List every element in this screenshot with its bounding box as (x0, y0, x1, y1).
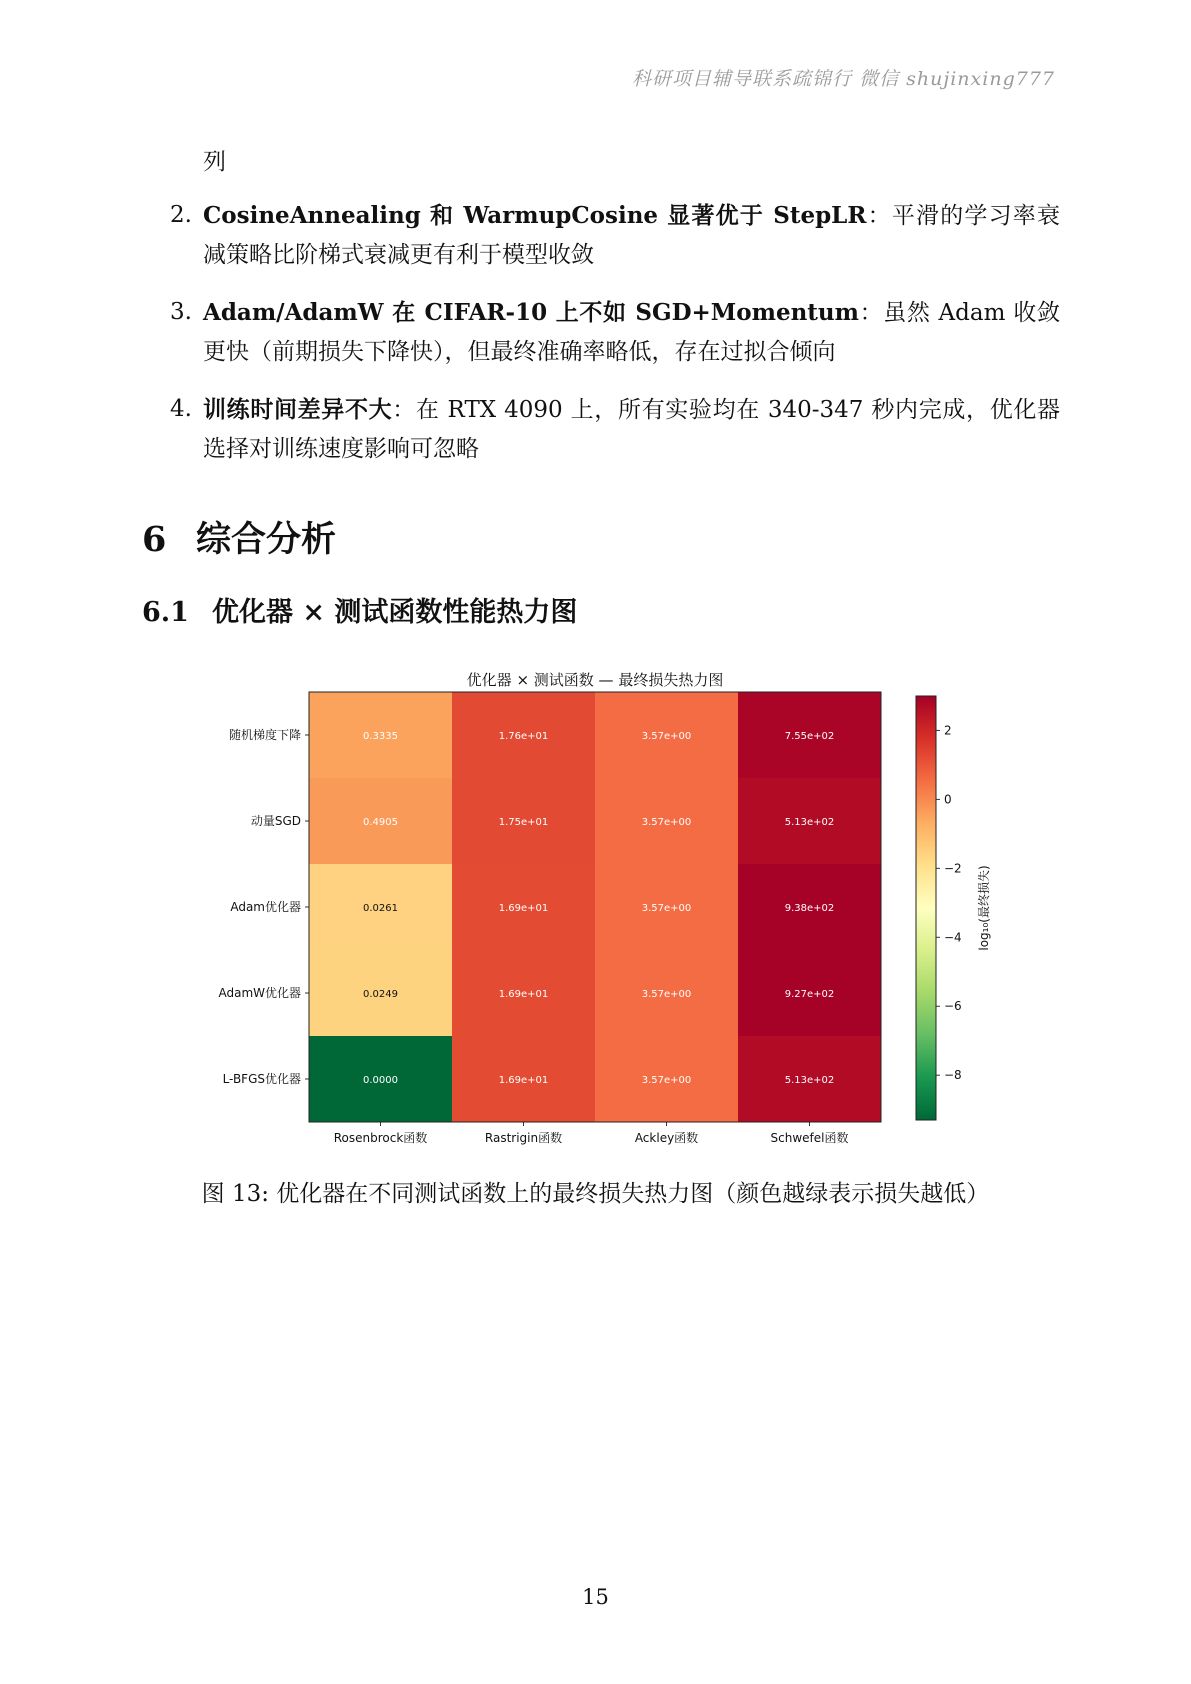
page-header-watermark: 科研项目辅导联系疏锦行 微信 shujinxing777 (632, 68, 1055, 90)
cell-value-label: 0.0261 (363, 903, 398, 914)
colorbar-tick-label: 2 (944, 723, 952, 738)
cell-value-label: 7.55e+02 (784, 731, 835, 742)
y-tick-label: Adam优化器 (230, 900, 301, 914)
cell-value-label: 0.4905 (363, 817, 398, 828)
x-tick-label: Rosenbrock函数 (333, 1131, 428, 1145)
chart-title: 优化器 × 测试函数 — 最终损失热力图 (466, 671, 724, 689)
list-number: 3. (170, 299, 192, 325)
heatmap-figure (0, 660, 1191, 1164)
list-item-bold: Adam/AdamW 在 CIFAR-10 上不如 SGD+Momentum (203, 299, 859, 326)
cell-value-label: 3.57e+00 (641, 817, 692, 828)
cell-value-label: 0.0000 (363, 1075, 398, 1086)
cell-value-label: 1.69e+01 (498, 1075, 549, 1086)
findings-list (170, 196, 1060, 487)
y-tick-label: 随机梯度下降 (228, 728, 301, 742)
colorbar (916, 696, 936, 1120)
y-tick-label: L-BFGS优化器 (222, 1072, 301, 1086)
cell-value-label: 3.57e+00 (641, 903, 692, 914)
cell-value-label: 1.69e+01 (498, 903, 549, 914)
colorbar-tick-label: −2 (944, 861, 962, 876)
colorbar-tick-label: −8 (944, 1068, 962, 1083)
cell-value-label: 1.76e+01 (498, 731, 549, 742)
list-number: 4. (170, 396, 192, 422)
colorbar-label: log₁₀(最终损失) (977, 865, 991, 951)
colorbar-tick-label: −4 (944, 930, 962, 945)
y-tick-label: 动量SGD (250, 814, 301, 828)
subsection-number: 6.1 (142, 597, 189, 628)
section-heading (142, 512, 336, 562)
cell-value-label: 5.13e+02 (784, 817, 835, 828)
page-number: 15 (582, 1585, 609, 1609)
x-tick-label: Rastrigin函数 (484, 1131, 563, 1145)
continued-text: 列 (203, 149, 226, 175)
list-item (170, 390, 1060, 469)
cell-value-label: 9.38e+02 (784, 903, 835, 914)
colorbar-tick-label: 0 (944, 792, 952, 807)
cell-value-label: 0.0249 (363, 989, 398, 1000)
subsection-heading (142, 590, 577, 629)
list-item-text: ：平滑的学习率衰减策略比阶梯式衰减更有利于模型收敛 (203, 203, 1060, 268)
section-number: 6 (142, 519, 167, 560)
cell-value-label: 3.57e+00 (641, 731, 692, 742)
cell-value-label: 0.3335 (363, 731, 398, 742)
cell-value-label: 3.57e+00 (641, 989, 692, 1000)
section-title: 综合分析 (196, 519, 337, 560)
list-number: 2. (170, 202, 192, 228)
cell-value-label: 9.27e+02 (784, 989, 835, 1000)
y-tick-label: AdamW优化器 (218, 986, 301, 1000)
list-item (170, 196, 1060, 275)
subsection-title: 优化器 × 测试函数性能热力图 (212, 597, 578, 628)
list-item-bold: 训练时间差异不大 (203, 396, 393, 423)
cell-value-label: 1.75e+01 (498, 817, 549, 828)
cell-value-label: 1.69e+01 (498, 989, 549, 1000)
figure-caption: 图 13: 优化器在不同测试函数上的最终损失热力图（颜色越绿表示损失越低） (201, 1181, 990, 1207)
cell-value-label: 3.57e+00 (641, 1075, 692, 1086)
x-tick-label: Schwefel函数 (770, 1131, 849, 1145)
x-tick-label: Ackley函数 (634, 1131, 699, 1145)
list-item-text: ：虽然 Adam 收敛更快（前期损失下降快），但最终准确率略低，存在过拟合倾向 (203, 300, 1060, 365)
colorbar-tick-label: −6 (944, 999, 962, 1014)
cell-value-label: 5.13e+02 (784, 1075, 835, 1086)
list-item (170, 293, 1060, 372)
heatmap-chart (0, 660, 1191, 1160)
list-item-bold: CosineAnnealing 和 WarmupCosine 显著优于 StepLR (203, 202, 867, 229)
list-item-text: ：在 RTX 4090 上，所有实验均在 340-347 秒内完成，优化器选择对训练速度影响可忽略 (203, 397, 1061, 462)
